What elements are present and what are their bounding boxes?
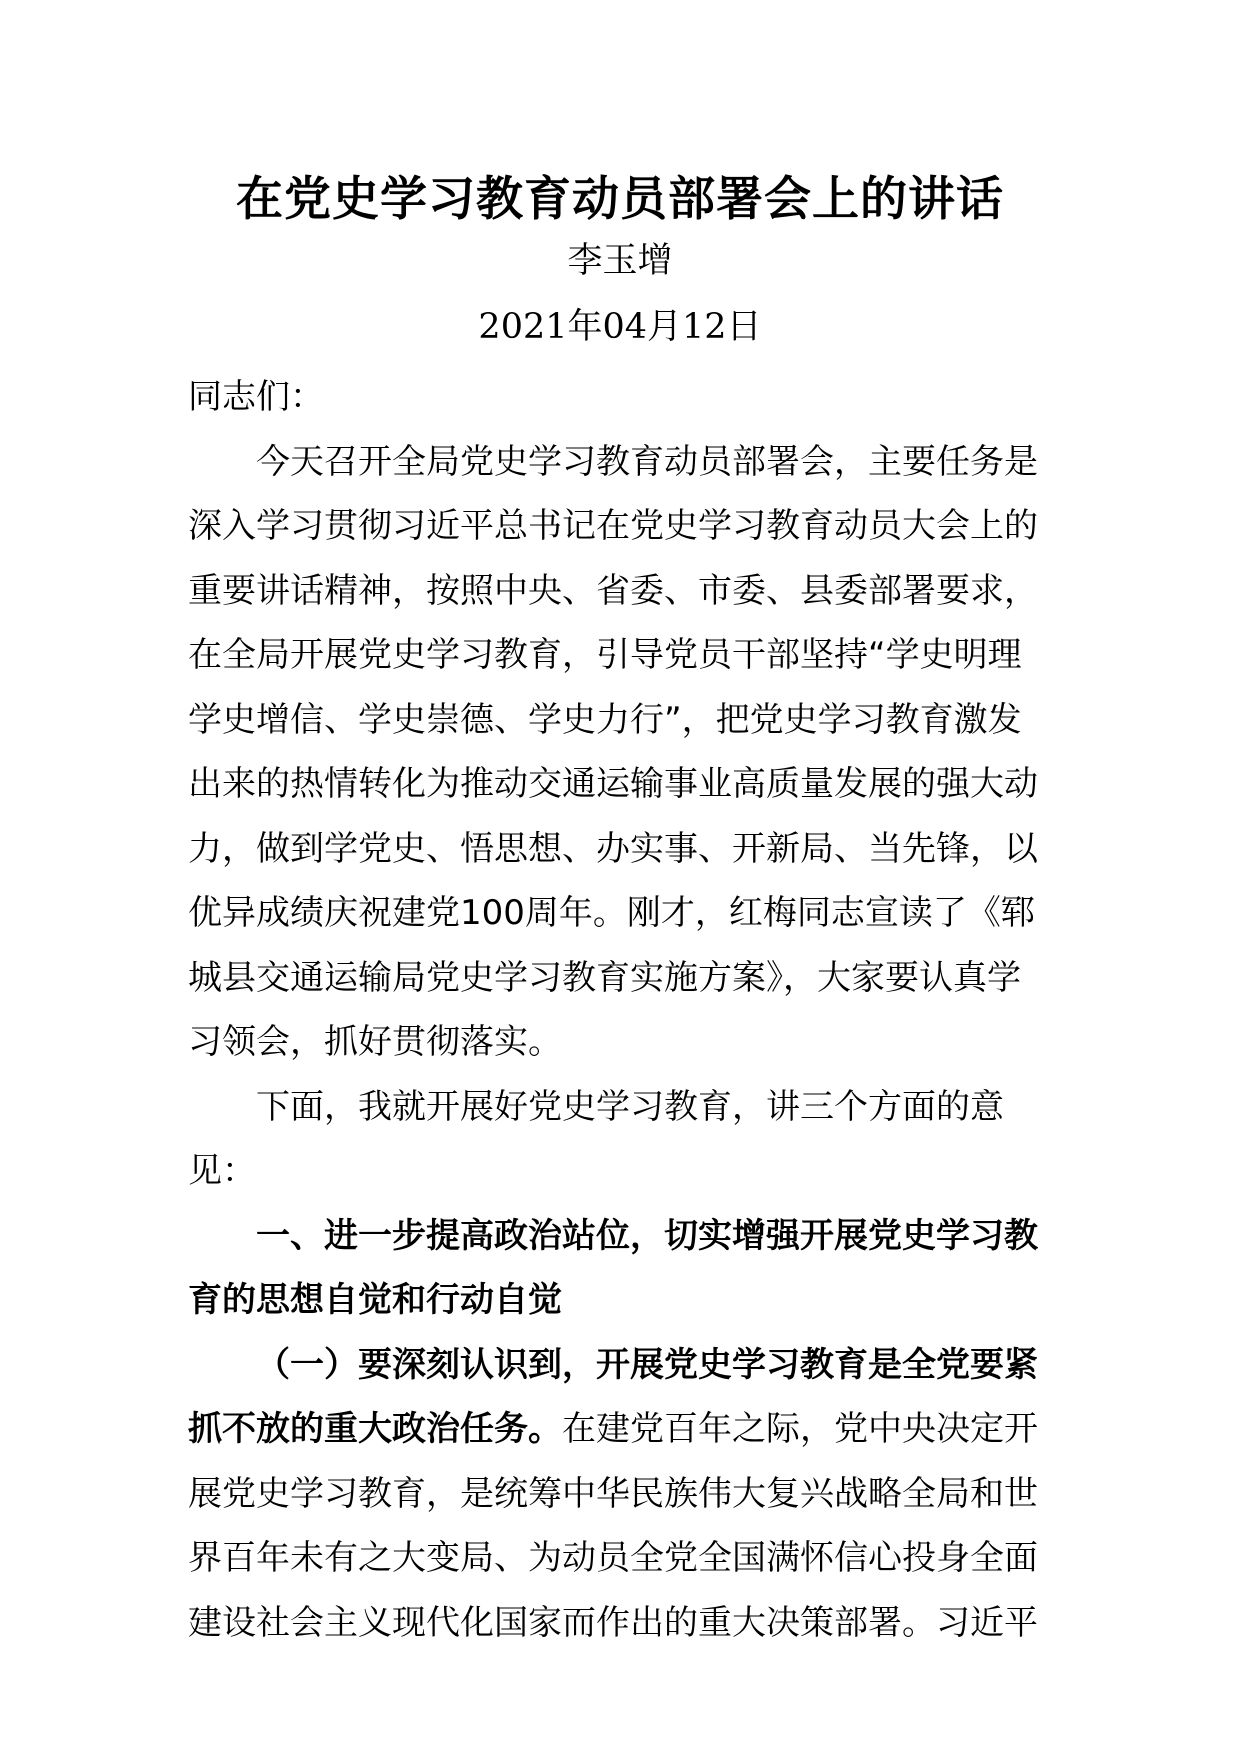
subsection-text: 在建党百年之际，党中央决定开展党史学习教育，是统筹中华民族伟大复兴战略全局和世界百年未有之大变局、为动员全党全国满怀信心投身全面建设社会主义现代化国家而作出的重大决策部署。习近平 [188, 1409, 1038, 1643]
salutation: 同志们： [188, 377, 324, 417]
author-name: 李玉增 [567, 241, 673, 281]
paragraph-outline: 下面，我就开展好党史学习教育，讲三个方面的意见： [188, 1086, 1004, 1191]
section-heading-1: 一、进一步提高政治站位，切实增强开展党史学习教育的思想自觉和行动自觉 [188, 1215, 1038, 1320]
document-body [188, 365, 1052, 1655]
speech-date: 2021年04月12日 [478, 307, 762, 347]
document-title: 在党史学习教育动员部署会上的讲话 [236, 172, 1004, 227]
paragraph-intro: 今天召开全局党史学习教育动员部署会，主要任务是深入学习贯彻习近平总书记在党史学习教育动员大会上的重要讲话精神，按照中央、省委、市委、县委部署要求，在全局开展党史学习教育，引导党员干部坚持“学史明理学史增信、学史崇德、学史力行”，把党史学习教育激发出来的热情转化为推动交通运输事业高质量发展的强大动力，做到学党史、悟思想、办实事、开新局、当先锋，以优异成绩庆祝建党100周年。刚才，红梅同志宣读了《郓城县交通运输局党史学习教育实施方案》，大家要认真学习领会，抓好贯彻落实。 [188, 441, 1038, 1062]
subsection-1 [188, 1333, 1052, 1656]
subsection-lead: （一）要深刻认识到，开展党史学习教育是全党要紧抓不放的重大政治任务。 [188, 1344, 1038, 1449]
